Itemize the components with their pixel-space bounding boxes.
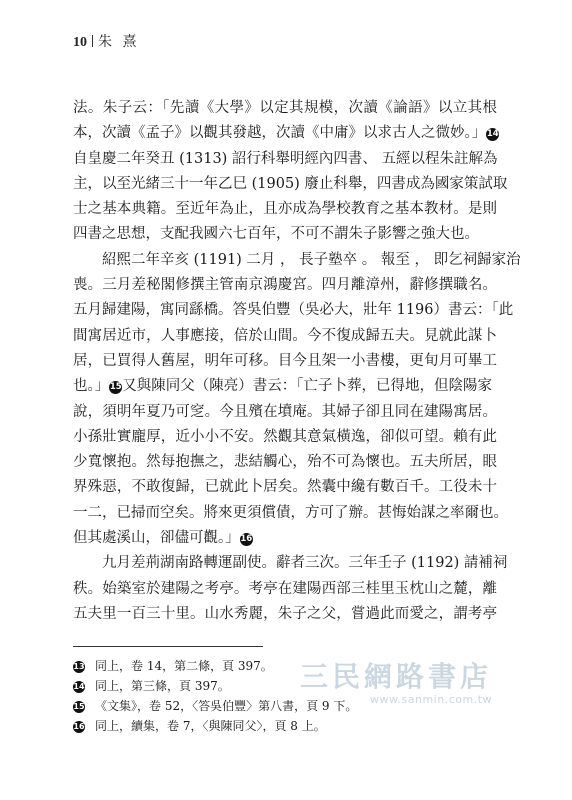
footnote-number: 16 <box>73 722 85 731</box>
publisher-watermark <box>300 655 492 706</box>
text-line-content: 五月歸建陽，寓同繇橋。答吳伯豐（吳必大，壯年 1196）書云：「此 <box>73 302 514 319</box>
text-line-content: 秩。始築室於建陽之考亭。考亭在建陽西部三桂里玉枕山之麓，離 <box>73 580 497 597</box>
text-line-content: 小孫壯實龐厚，近小小不安。然觀其意氣橫逸，卻似可望。賴有此 <box>73 428 497 445</box>
text-line-content: 界殊惡，不敢復歸，已就此卜居矣。然囊中纔有數百千。工役未十 <box>73 479 497 496</box>
watermark-name: 三民網路書店 <box>300 660 493 693</box>
footnote-text: 《文集》，卷 52，〈答吳伯豐〉第八書，頁 9 下。 <box>95 699 358 713</box>
footnote-text: 同上，第三條，頁 397。 <box>95 679 230 693</box>
text-line <box>73 197 497 222</box>
text-line-content: 紹熙二年辛亥 (1191) 二月 ， 長子塾卒 。 報至 ， 即乞祠歸家治 <box>102 251 521 268</box>
footnote-rule <box>73 646 263 647</box>
page-number: 10 <box>73 35 87 50</box>
text-line-content: 主，以至光緒三十一年乙巳 (1905) 廢止科舉，四書成為國家策試取 <box>73 175 508 192</box>
text-line-content: 四書之思想，支配我國六七百年，不可不謂朱子影響之強大也。 <box>73 226 479 243</box>
footnote-marker[interactable]: 15 <box>109 382 122 393</box>
text-line-content: 九月差荊湖南路轉運副使。辭者三次。三年壬子 (1192) 請補祠 <box>102 555 508 572</box>
body-text <box>73 96 521 627</box>
text-line-content: 喪。三月差秘閣修撰主管南京鴻慶宮。四月離漳州，辭修撰職名。 <box>73 277 497 294</box>
text-line-content: 間寓居近市，人事應接，倍於山間。今不復成歸五夫。見就此謀卜 <box>73 327 497 344</box>
text-line <box>73 602 497 627</box>
text-line-content: 也。」 <box>73 378 110 395</box>
text-line <box>73 172 508 197</box>
text-line <box>73 349 497 374</box>
text-line-content: 士之基本典籍。至近年為止，且亦成為學校教育之基本教材。是則 <box>73 201 497 218</box>
text-line <box>73 501 508 526</box>
text-line-content: 居，已買得人舊屋，明年可移。目今且架一小書樓，更旬月可畢工 <box>73 352 497 369</box>
text-line <box>73 577 497 602</box>
text-line-content: 法。朱子云：「先讀《大學》以定其規模，次讀《論語》以立其根 <box>73 100 497 116</box>
footnote-text: 同上，續集，卷 7，〈與陳同父〉，頁 8 上。 <box>95 719 326 733</box>
text-line-content: 自皇慶二年癸丑 (1313) 詔行科舉明經內四書、 五經以程朱註解為 <box>73 150 498 167</box>
text-line <box>73 222 497 247</box>
text-line-continuation: 又與陳同父（陳亮）書云：「亡子卜葬，已得地，但陰陽家 <box>122 378 492 395</box>
text-line <box>73 248 521 273</box>
text-line <box>73 551 508 576</box>
text-line <box>73 400 497 425</box>
text-line-content: 本，次讀《孟子》以觀其發越，次讀《中庸》以求古人之微妙。」 <box>73 125 487 142</box>
text-line <box>73 374 497 399</box>
footnote-marker[interactable]: 16 <box>240 534 253 545</box>
footnote-number: 15 <box>73 702 85 711</box>
text-line <box>73 298 514 323</box>
watermark-url: www.sanmin.com.tw <box>370 693 493 706</box>
text-line <box>73 324 497 349</box>
text-line <box>73 450 497 475</box>
footnote-number: 14 <box>73 682 85 691</box>
header-divider <box>92 35 93 47</box>
text-line <box>73 147 497 172</box>
footnote-marker[interactable]: 14 <box>486 129 499 140</box>
text-line-content: 一二，已掃而空矣。將來更須償債，方可了辦。甚悔始謀之率爾也。 <box>73 504 508 521</box>
running-header <box>73 31 139 51</box>
text-line <box>73 425 497 450</box>
text-line-content: 五夫里一百三十里。山水秀麗，朱子之父，嘗過此而愛之，謂考亭 <box>73 605 497 622</box>
text-line-content: 說，須明年夏乃可窆。今且殯在墳庵。其婦子卻且同在建陽寓居。 <box>73 403 497 420</box>
text-line <box>73 96 497 121</box>
text-line <box>73 273 497 298</box>
text-line <box>73 526 497 551</box>
footnote-number: 13 <box>73 662 85 671</box>
footnote-text: 同上，卷 14，第二條，頁 397。 <box>95 659 273 673</box>
text-line-content: 少寬懷抱。然每抱撫之，悲結觸心，殆不可為懷也。五夫所居，眼 <box>73 454 497 471</box>
text-line-content: 但其處溪山，卻儘可觀。」 <box>73 530 240 547</box>
text-line <box>73 475 497 500</box>
footnote <box>73 716 357 736</box>
running-title: 朱 熹 <box>98 34 140 50</box>
text-line <box>73 121 497 146</box>
